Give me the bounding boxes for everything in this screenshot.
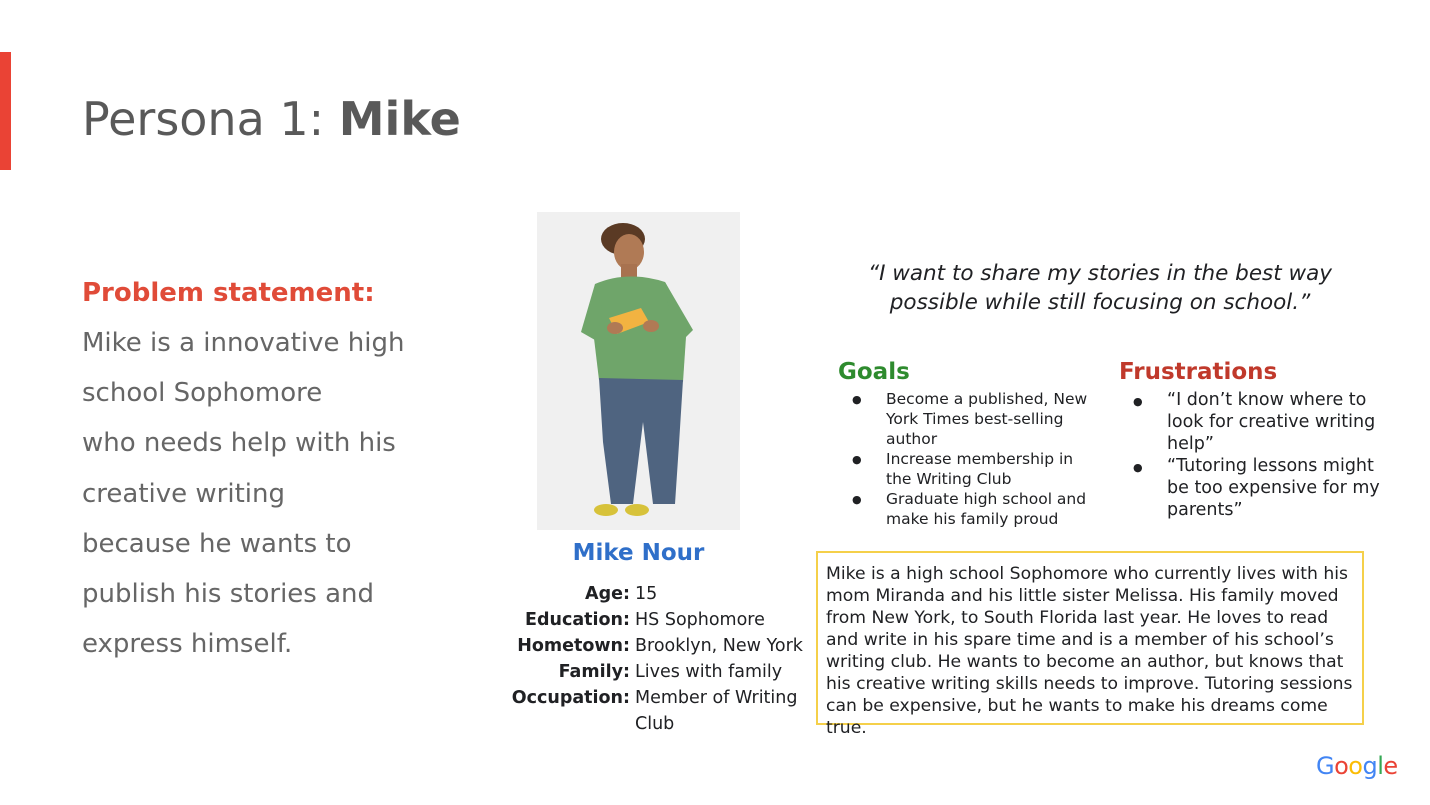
slide-title xyxy=(82,92,461,146)
google-logo xyxy=(1316,752,1398,780)
logo-letter: o xyxy=(1348,752,1363,780)
logo-letter: e xyxy=(1383,752,1398,780)
problem-line: school Sophomore xyxy=(82,378,323,409)
problem-line: who needs help with his xyxy=(82,428,396,459)
fact-age xyxy=(500,581,810,607)
goals-list xyxy=(850,389,1090,529)
frustrations-heading: Frustrations xyxy=(1119,359,1278,385)
problem-line: publish his stories and xyxy=(82,579,375,610)
persona-quote xyxy=(840,259,1360,317)
fact-hometown xyxy=(500,633,810,659)
title-name: Mike xyxy=(338,92,461,146)
fact-value: HS Sophomore xyxy=(635,610,765,630)
goal-item: ● Increase membership in the Writing Club xyxy=(850,449,1090,489)
goals-heading: Goals xyxy=(838,359,910,385)
problem-line: creative writing xyxy=(82,478,285,509)
fact-label: Education: xyxy=(525,610,630,630)
problem-heading: Problem statement: xyxy=(82,278,375,308)
fact-family xyxy=(500,659,810,685)
logo-letter: G xyxy=(1316,752,1335,780)
goal-item: ● Graduate high school and make his family proud xyxy=(850,489,1090,529)
problem-statement xyxy=(82,268,462,669)
problem-line: because he wants to xyxy=(82,528,352,559)
persona-bio: Mike is a high school Sophomore who currently lives with his mom Miranda and his little sister Melissa. His family moved from New York, to South Florida last year. He loves to read and write in his spare time and is a member of his school’s writing club. He wants to become an author, but knows that his creative writing skills needs to improve. Tutoring sessions can be expensive, but he wants to make his dreams come true. xyxy=(816,551,1364,725)
fact-value: 15 xyxy=(635,584,658,604)
frustration-item: ● “I don’t know where to look for creative writing help” xyxy=(1131,389,1381,455)
fact-label: Age: xyxy=(585,584,630,604)
fact-education xyxy=(500,607,810,633)
persona-photo xyxy=(537,212,740,530)
logo-letter: l xyxy=(1377,752,1384,780)
fact-label: Family: xyxy=(558,662,630,682)
persona-facts xyxy=(500,581,810,737)
quote-line: “I want to share my stories in the best way xyxy=(867,261,1333,286)
fact-value: Member of Writing Club xyxy=(635,688,798,734)
fact-label: Hometown: xyxy=(517,636,630,656)
fact-occupation xyxy=(500,685,810,737)
problem-line: Mike is a innovative high xyxy=(82,328,405,358)
persona-name: Mike Nour xyxy=(572,540,705,566)
problem-line: express himself. xyxy=(82,629,293,660)
frustrations-list xyxy=(1131,389,1381,521)
title-prefix: Persona 1: xyxy=(82,92,339,146)
goal-item: ● Become a published, New York Times best-selling author xyxy=(850,389,1090,449)
fact-label: Occupation: xyxy=(511,688,630,708)
accent-bar xyxy=(0,52,11,170)
quote-line: possible while still focusing on school.” xyxy=(889,290,1311,315)
logo-letter: o xyxy=(1334,752,1349,780)
fact-value: Brooklyn, New York xyxy=(635,636,803,656)
fact-value: Lives with family xyxy=(635,662,783,682)
frustration-item: ● “Tutoring lessons might be too expensive for my parents” xyxy=(1131,455,1381,521)
logo-letter: g xyxy=(1362,752,1378,780)
